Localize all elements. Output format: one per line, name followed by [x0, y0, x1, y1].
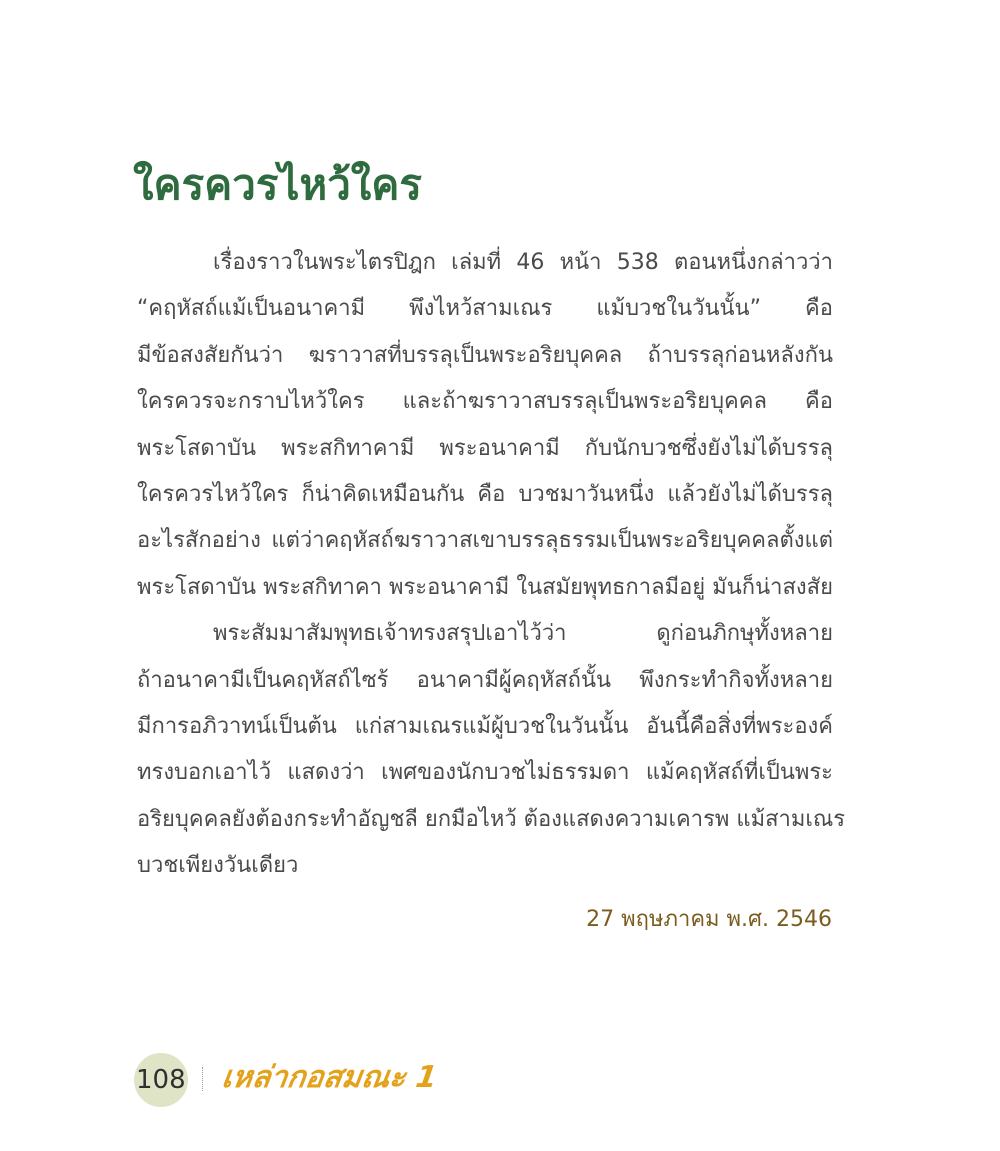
paragraph-line: ทรงบอกเอาไว้ แสดงว่า เพศของนักบวชไม่ธรรมดา แม้คฤหัสถ์ที่เป็นพระ	[137, 760, 833, 786]
footer-divider	[202, 1067, 203, 1091]
paragraph-line: อะไรสักอย่าง แต่ว่าคฤหัสถ์ฆราวาสเขาบรรลุธรรมเป็นพระอริยบุคคลตั้งแต่	[137, 528, 833, 554]
paragraph-line: เรื่องราวในพระไตรปิฎก เล่มที่ 46 หน้า 538 ตอนหนึ่งกล่าวว่า	[213, 250, 833, 275]
page-title: ใครควรไหว้ใคร	[133, 160, 422, 209]
paragraph-line: พระโสดาบัน พระสกิทาคามี พระอนาคามี กับนักบวชซึ่งยังไม่ได้บรรลุ	[137, 435, 833, 461]
paragraph-line: บวชเพียงวันเดียว	[137, 853, 299, 879]
paragraph-line: พระสัมมาสัมพุทธเจ้าทรงสรุปเอาไว้ว่า ดูก่อนภิกษุทั้งหลาย	[213, 621, 833, 647]
paragraph-line: อริยบุคคลยังต้องกระทำอัญชลี ยกมือไหว้ ต้องแสดงความเคารพ แม้สามเณร	[137, 806, 846, 832]
paragraph-line: “คฤหัสถ์แม้เป็นอนาคามี พึงไหว้สามเณร แม้บวชในวันนั้น” คือ	[137, 296, 833, 322]
paragraph-line: ใครควรไหว้ใคร ก็น่าคิดเหมือนกัน คือ บวชมาวันหนึ่ง แล้วยังไม่ได้บรรลุ	[137, 481, 833, 507]
book-title-logo: เหล่ากอสมณะ 1	[219, 1060, 440, 1095]
paragraph-line: พระโสดาบัน พระสกิทาคา พระอนาคามี ในสมัยพุทธกาลมีอยู่ มันก็น่าสงสัย	[137, 574, 833, 600]
paragraph-line: ใครควรจะกราบไหว้ใคร และถ้าฆราวาสบรรลุเป็นพระอริยบุคคล คือ	[137, 389, 833, 415]
paragraph-line: มีข้อสงสัยกันว่า ฆราวาสที่บรรลุเป็นพระอริยบุคคล ถ้าบรรลุก่อนหลังกัน	[137, 342, 833, 368]
paragraph-line: ถ้าอนาคามีเป็นคฤหัสถ์ไซร้ อนาคามีผู้คฤหัสถ์นั้น พึงกระทำกิจทั้งหลาย	[137, 667, 833, 693]
article-body	[137, 240, 846, 889]
paragraph-line: มีการอภิวาทน์เป็นต้น แก่สามเณรแม้ผู้บวชในวันนั้น อันนี้คือสิ่งที่พระองค์	[137, 713, 833, 739]
page-number: 108	[136, 1065, 186, 1095]
article-date: 27 พฤษภาคม พ.ศ. 2546	[586, 907, 832, 932]
